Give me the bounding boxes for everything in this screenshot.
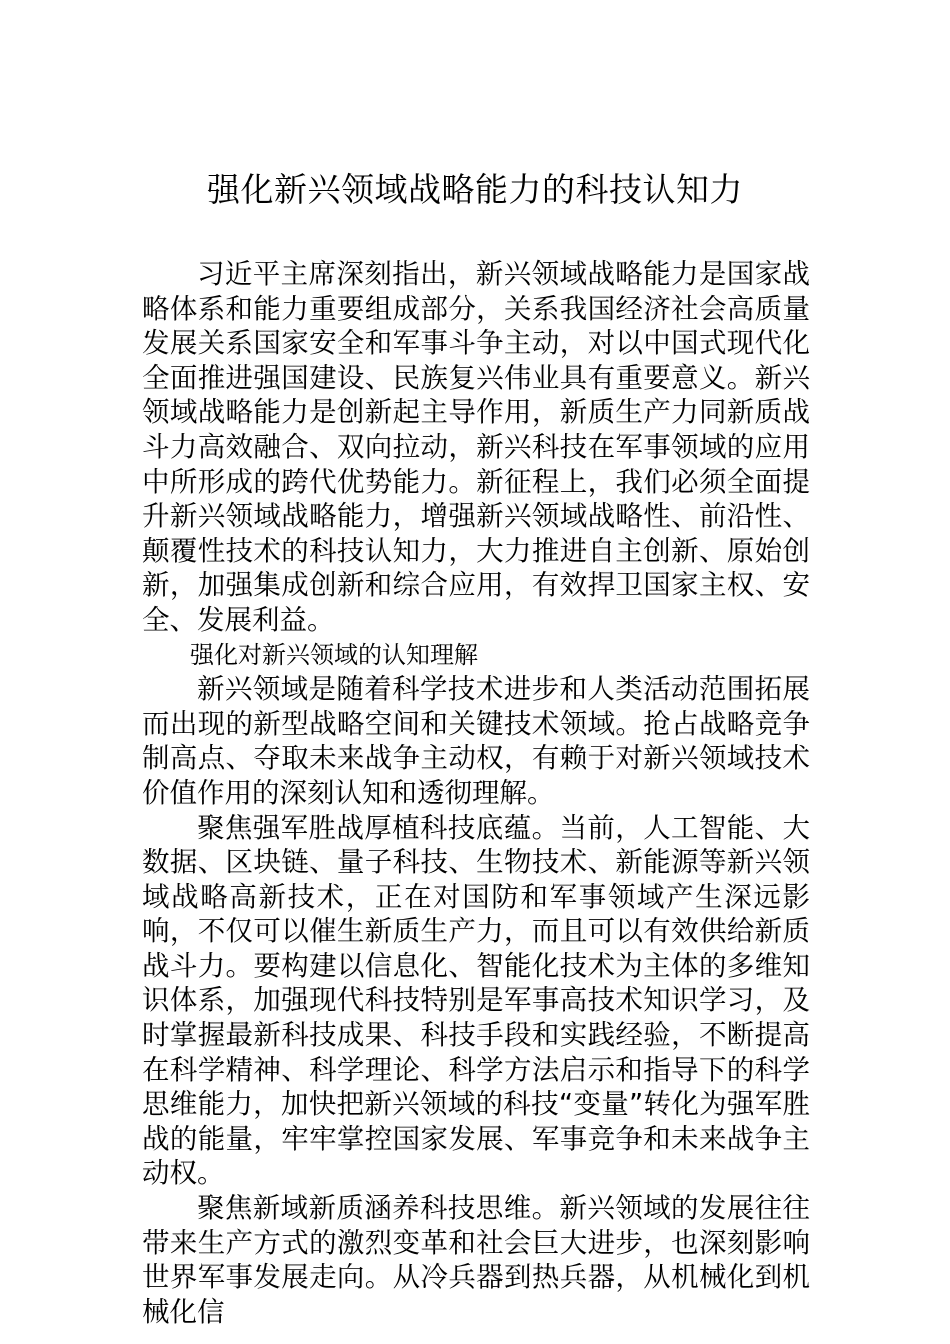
- paragraph-intro: 习近平主席深刻指出，新兴领域战略能力是国家战略体系和能力重要组成部分，关系我国经济社会高质量发展关系国家安全和军事斗争主动，对以中国式现代化全面推进强国建设、民族复兴伟业具有重要意义。新兴领域战略能力是创新起主导作用，新质生产力同新质战斗力高效融合、双向拉动，新兴科技在军事领域的应用中所形成的跨代优势能力。新征程上，我们必须全面提升新兴领域战略能力，增强新兴领域战略性、前沿性、颠覆性技术的科技认知力，大力推进自主创新、原始创新，加强集成创新和综合应用，有效捍卫国家主权、安全、发展利益。: [142, 258, 810, 636]
- paragraph-tech-thinking: 聚焦新域新质涵养科技思维。新兴领域的发展往往带来生产方式的激烈变革和社会巨大进步，也深刻影响世界军事发展走向。从冷兵器到热兵器，从机械化到机械化信: [142, 1192, 810, 1328]
- paragraph-emerging-domains: 新兴领域是随着科学技术进步和人类活动范围拓展而出现的新型战略空间和关键技术领域。抢占战略竞争制高点、夺取未来战争主动权，有赖于对新兴领域技术价值作用的深刻认知和透彻理解。: [142, 673, 810, 809]
- document-title: 强化新兴领域战略能力的科技认知力: [207, 170, 743, 209]
- paragraph-tech-foundation: 聚焦强军胜战厚植科技底蕴。当前，人工智能、大数据、区块链、量子科技、生物技术、新能源等新兴领域战略高新技术，正在对国防和军事领域产生深远影响，不仅可以催生新质生产力，而且可以有效供给新质战斗力。要构建以信息化、智能化技术为主体的多维知识体系，加强现代科技特别是军事高技术知识学习，及时掌握最新科技成果、科技手段和实践经验，不断提高在科学精神、科学理论、科学方法启示和指导下的科学思维能力，加快把新兴领域的科技“变量”转化为强军胜战的能量，牢牢掌控国家发展、军事竞争和未来战争主动权。: [142, 811, 810, 1190]
- document-body: [142, 257, 810, 1329]
- section-heading: 强化对新兴领域的认知理解: [190, 640, 478, 669]
